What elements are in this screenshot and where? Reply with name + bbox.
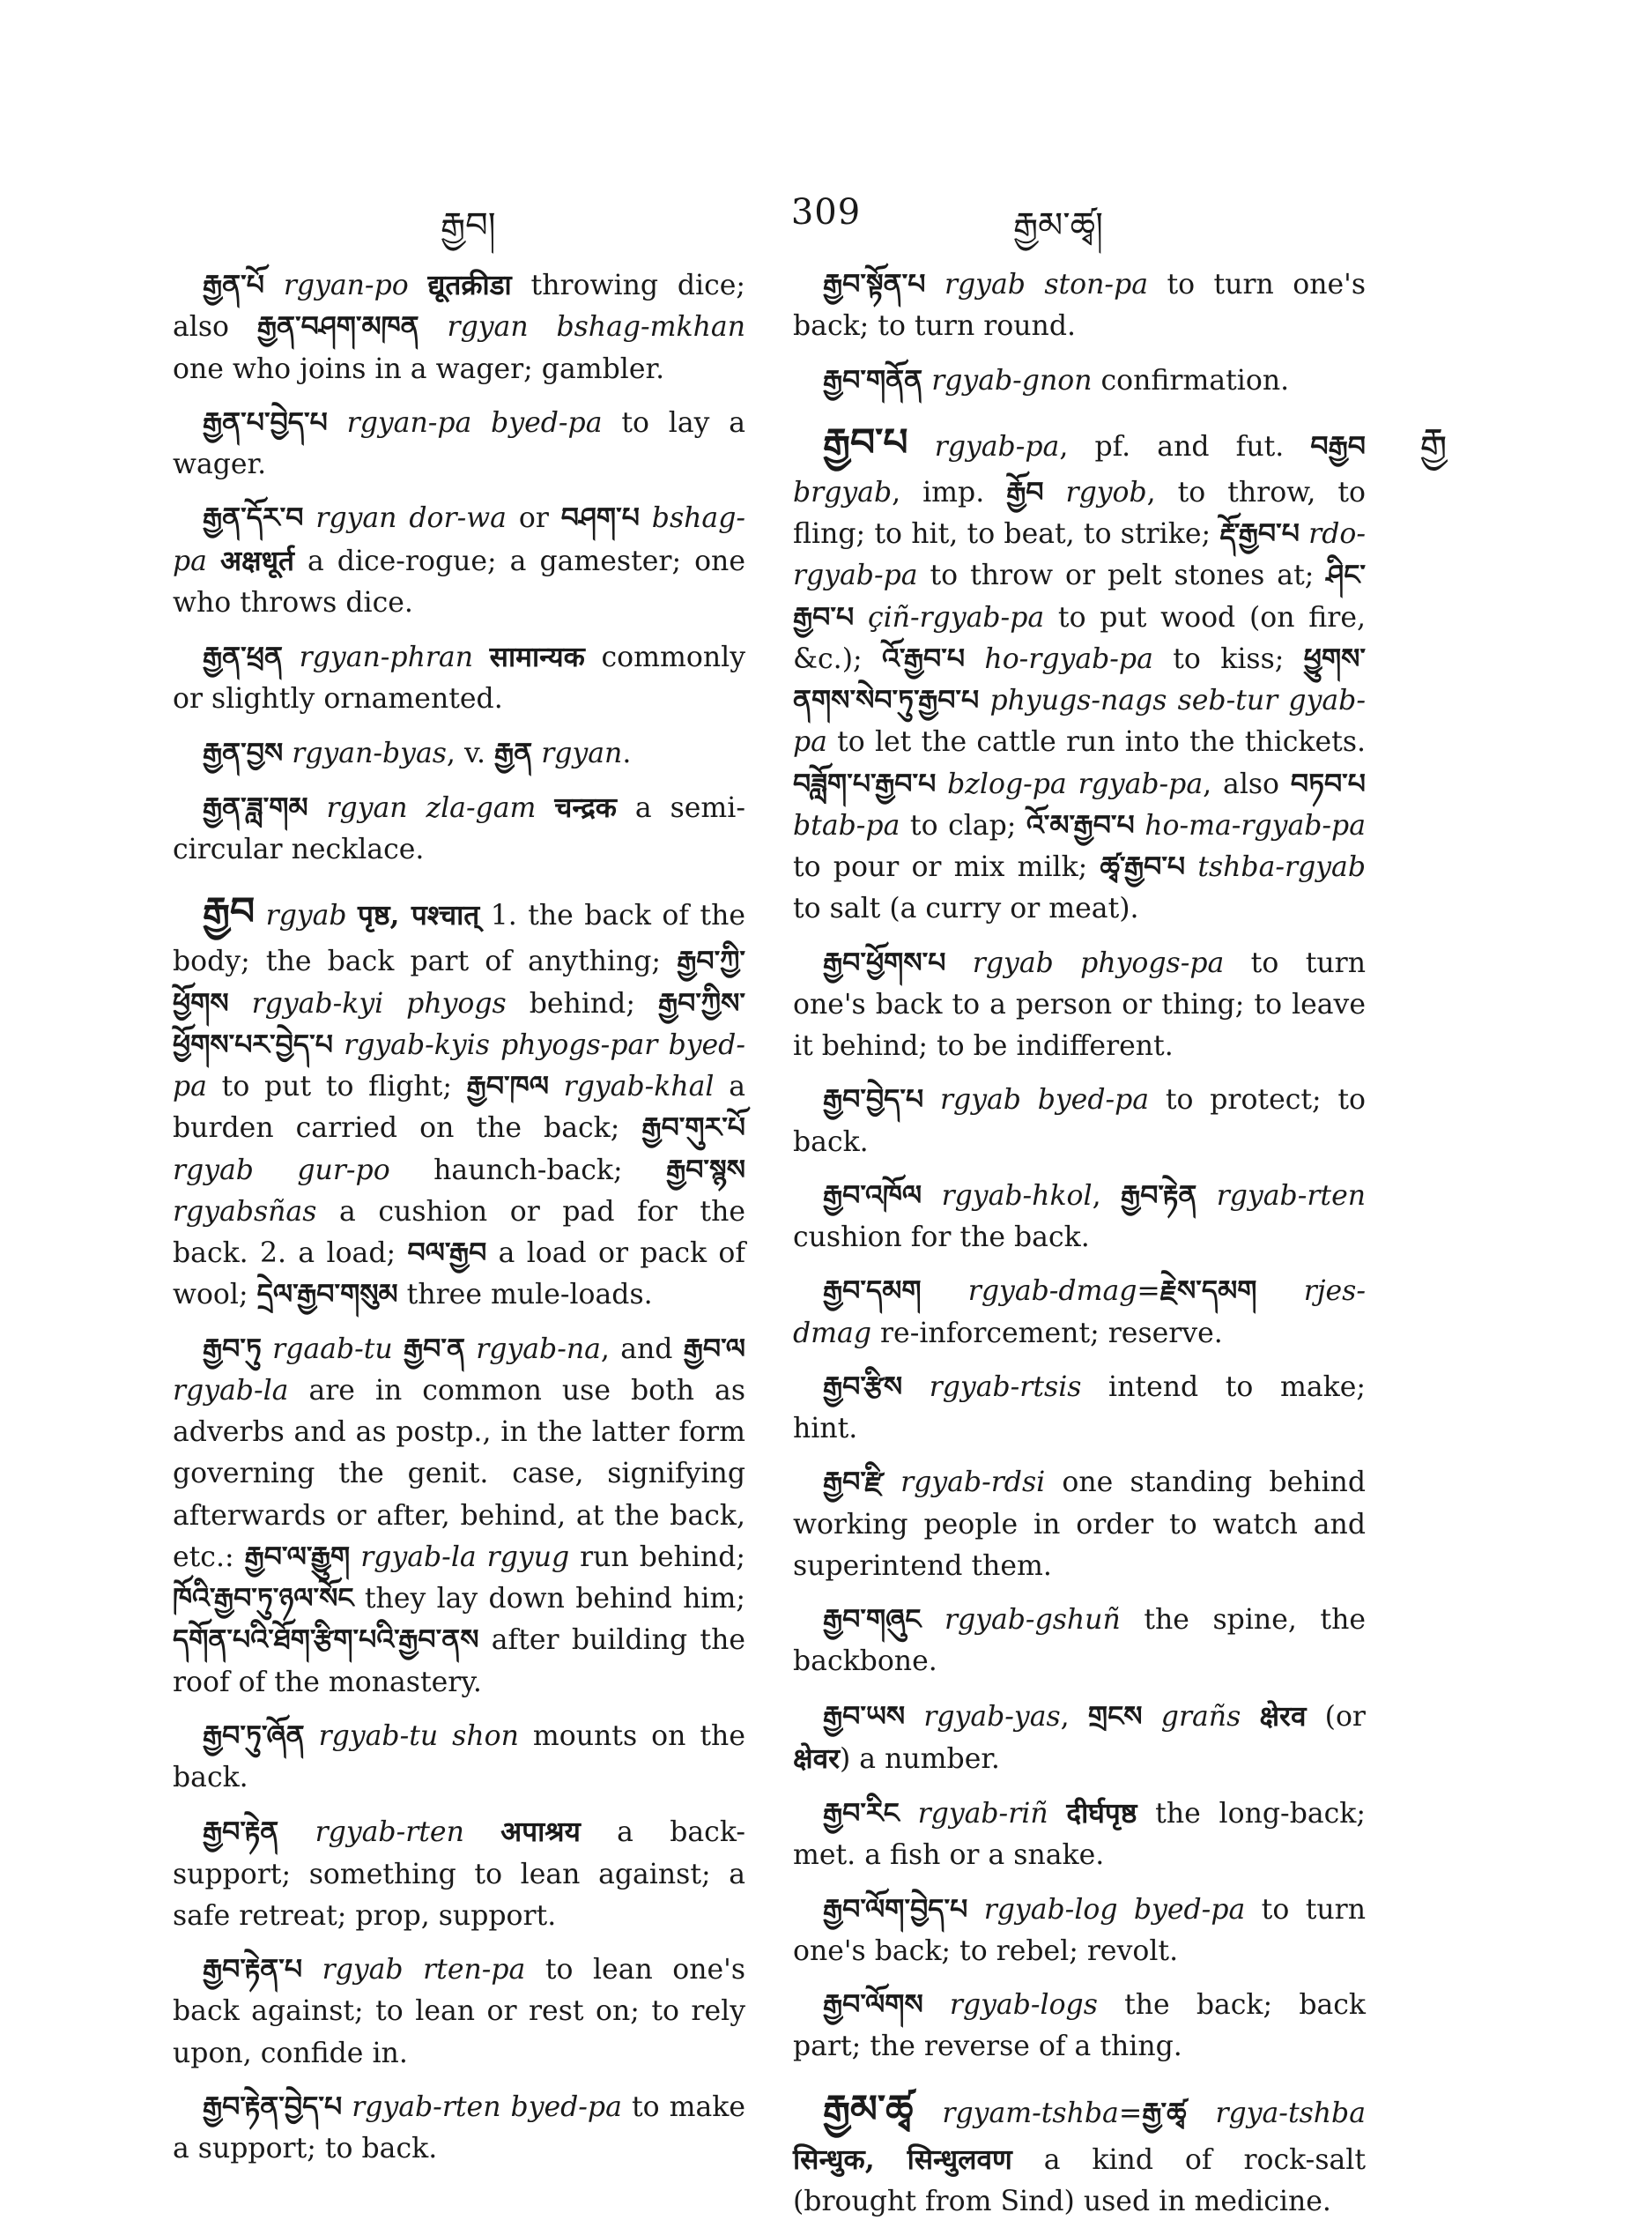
definition-text: behind; (506, 987, 658, 1020)
definition-text: to turn one's back; to turn round. (793, 269, 1367, 343)
tibetan-term: རྒྱབ་ལ (683, 1333, 745, 1365)
transliteration: rgyan-pa byed-pa (327, 406, 603, 439)
transliteration: rgyab phyogs-pa (945, 947, 1225, 979)
definition-text: are in common use both as adverbs and as postp., in the latter form governing the genit. case, signifying afterwards or after, behind, at the back, etc.: (173, 1374, 745, 1573)
definition-text: , v. (446, 737, 495, 769)
transliteration: rgyab-khal (548, 1071, 715, 1103)
definition-text: or (506, 502, 561, 535)
definition-text: , (1060, 1700, 1088, 1733)
tibetan-term: རྒྱབ་སྙས (666, 1154, 745, 1186)
tibetan-term: འོ་རྒྱབ་པ (881, 642, 966, 675)
dictionary-entry (173, 1949, 745, 2075)
transliteration: phyugs-nags seb-tur gyab-pa (793, 685, 1366, 759)
transliteration: rgyab-hkol (922, 1179, 1093, 1212)
tibetan-term: རྒྱན་བཤག་མཁན (256, 311, 419, 344)
tibetan-term: རྒྱབ་འཁོལ (823, 1179, 922, 1212)
transliteration: bzlog-pa rgyab-pa (936, 768, 1204, 800)
tibetan-term: དྲེལ་རྒྱབ་གསུམ (256, 1279, 398, 1311)
dictionary-entry (793, 943, 1366, 1068)
definition-text: to kiss; (1152, 642, 1304, 675)
dictionary-entry (793, 414, 1366, 931)
definition-text: the spine, the backbone. (793, 1604, 1367, 1678)
transliteration: rgyab-gnon (922, 364, 1093, 397)
definition-text: , and (600, 1333, 684, 1365)
definition-text: a burden carried on the back; (173, 1071, 745, 1145)
tibetan-term: རྒྱབ་ལོག་བྱེད་པ (823, 1893, 968, 1926)
left-column (173, 264, 745, 2182)
dictionary-entry (793, 1890, 1366, 1973)
definition-text: re-inforcement; reserve. (870, 1317, 1223, 1349)
running-head-left: རྒྱབ། (441, 205, 496, 246)
dictionary-entry (793, 1271, 1366, 1355)
dictionary-entry (793, 1176, 1366, 1259)
tibetan-term: རྒྱབ་གུར་པོ (641, 1112, 745, 1145)
transliteration: çiñ-rgyab-pa (854, 601, 1045, 634)
definition-text: to protect; to back. (793, 1084, 1367, 1158)
tibetan-term: རྒྱབ་ཏུ་ཞོན (203, 1719, 305, 1752)
definition-text: to put to flight; (206, 1071, 467, 1103)
sanskrit-term: क्षेवर (793, 1741, 840, 1775)
transliteration: rgyab rten-pa (302, 1954, 526, 1986)
sanskrit-term: अपाश्रय (500, 1815, 581, 1849)
definition-text: commonly or slightly ornamented. (173, 642, 745, 716)
headword: རྒྱབ་པ (823, 420, 908, 465)
definition-text: the back; back part; the reverse of a thing. (793, 1989, 1366, 2063)
tibetan-term: རྒྱན་ཕྲན (203, 642, 284, 673)
dictionary-entry (793, 1462, 1366, 1587)
transliteration: rgyab-riñ (899, 1798, 1067, 1830)
definition-text: they lay down behind him; (353, 1583, 745, 1615)
transliteration: rgyan-byas (283, 737, 447, 769)
page-number: 309 (790, 192, 862, 233)
transliteration: rgyab-logs (922, 1989, 1098, 2021)
tibetan-term: རྒྱབ་ཀྱིས་ཕྱོགས་པར་བྱེད་པ (173, 987, 745, 1061)
transliteration: rgyab-la rgyug (350, 1541, 570, 1573)
dictionary-entry (793, 360, 1366, 402)
tibetan-term: རྒྱན་པོ (203, 270, 264, 301)
definition-text: to clap; (900, 809, 1026, 842)
definition-text: to lay a wager. (173, 406, 745, 480)
definition-text: cushion for the back. (793, 1221, 1090, 1253)
transliteration: grañs (1142, 1700, 1260, 1733)
definition-text: intend to make; hint. (793, 1370, 1366, 1444)
tibetan-term: རྒྱབ་རྟེན་པ (203, 1954, 303, 1986)
definition-text: one who joins in a wager; gambler. (173, 353, 665, 385)
tibetan-term: རྒྱབ་རྟེན (1121, 1179, 1197, 1212)
definition-text: to put wood (on fire, &c.); (793, 601, 1366, 675)
definition-text: (or (1306, 1700, 1366, 1733)
transliteration: rgyab gur-po (173, 1154, 390, 1186)
definition-text: to make a support; to back. (173, 2090, 745, 2164)
tibetan-term: རྒྱབ་རྟེན (203, 1816, 279, 1849)
transliteration: ho-ma-rgyab-pa (1134, 809, 1366, 842)
dictionary-entry (793, 2081, 1366, 2224)
tibetan-term: རྒྱན་པ་བྱེད་པ (203, 406, 328, 439)
tibetan-term: རྒྱབ་རྩིས (823, 1370, 903, 1403)
definition-text: . (622, 737, 632, 769)
tibetan-term: རྒྱན་བྱས (203, 737, 284, 769)
transliteration: rgyab-log byed-pa (967, 1893, 1246, 1926)
dictionary-entry (793, 1600, 1366, 1683)
transliteration: rgyam-tshba (913, 2097, 1119, 2129)
tibetan-term: རྒྱབ་རྫི (823, 1466, 884, 1499)
tibetan-term: རྒྱབ་ཡས (823, 1700, 906, 1733)
transliteration: bshag-pa (173, 502, 745, 577)
definition-text: ) a number. (839, 1742, 1000, 1775)
definition-text: a semi-circular necklace. (173, 791, 745, 865)
definition-text: , (1092, 1179, 1122, 1212)
definition-text: to turn one's back to a person or thing; to leave it behind; to be indifferent. (793, 947, 1366, 1062)
definition-text: , imp. (892, 476, 1007, 509)
transliteration: brgyab (793, 476, 893, 509)
sanskrit-term: दीर्घपृष्ठ (1066, 1797, 1137, 1830)
definition-text: confirmation. (1092, 364, 1290, 397)
tibetan-term: འོ་མ་རྒྱབ་པ (1026, 809, 1135, 842)
transliteration: rgyab-rten (278, 1816, 501, 1849)
tibetan-term: རྒྱབ་རྟེན་བྱེད་པ (203, 2090, 343, 2123)
sanskrit-term: सामान्यक (489, 641, 585, 673)
sanskrit-term: सिन्धुक, सिन्धुलवण (793, 2142, 1012, 2176)
tibetan-term: རྒྱབ་སྟོན་པ (823, 269, 926, 301)
transliteration: rgyab-rtsis (902, 1370, 1082, 1403)
sanskrit-term: चन्द्रक (554, 791, 617, 824)
dictionary-entry (793, 264, 1366, 348)
transliteration: rgyab-yas (905, 1700, 1061, 1733)
definition-text: , pf. and fut. (1059, 430, 1311, 463)
definition-text: to pour or mix milk; (793, 851, 1100, 883)
tibetan-term: རྡོ་རྒྱབ་པ (1219, 518, 1300, 550)
definition-text: to throw or pelt stones at; (917, 560, 1327, 592)
tibetan-term: ཚྭ་རྒྱབ་པ (1100, 851, 1186, 883)
dictionary-entry (793, 1080, 1366, 1163)
tibetan-term: རྒྱབ་རིང (823, 1798, 900, 1830)
transliteration: rgyan-po (264, 270, 428, 301)
right-column (793, 264, 1366, 2235)
transliteration: rgyab ston-pa (925, 269, 1149, 301)
tibetan-term: རྒྱབ་གནོན (823, 364, 923, 397)
dictionary-entry (173, 733, 745, 775)
dictionary-entry (173, 1811, 745, 1937)
tibetan-term: རྗེས་དམག (1159, 1275, 1257, 1308)
tibetan-term: ཤིང་རྒྱབ་པ (793, 560, 1366, 634)
tibetan-term: རྒྱན་དོར་བ (203, 502, 304, 535)
transliteration: rgyab (255, 900, 359, 932)
transliteration: rgyab-na (464, 1333, 601, 1365)
sanskrit-term: पृष्ठ, पश्चात् (358, 899, 480, 932)
tibetan-term: བཟློག་པ་རྒྱབ་པ (793, 768, 937, 800)
transliteration: rgyab-pa (907, 430, 1060, 463)
transliteration: rgyan dor-wa (303, 502, 507, 535)
transliteration: rgyab-tu shon (304, 1719, 519, 1752)
tibetan-term: རྒྱབ་ཁལ (466, 1071, 549, 1103)
definition-text: run behind; (569, 1541, 745, 1573)
transliteration: tshba-rgyab (1185, 851, 1366, 883)
dictionary-entry (173, 883, 745, 1316)
dictionary-entry (173, 2087, 745, 2171)
transliteration: rgyan (532, 737, 623, 769)
definition-text: to salt (a curry or meat). (793, 893, 1139, 925)
tibetan-term: བལ་རྒྱབ (407, 1237, 487, 1269)
tibetan-term: རྒྱབ་ཀྱི་ཕྱོགས (173, 946, 745, 1020)
transliteration: rjes-dmag (793, 1275, 1366, 1349)
dictionary-entry (793, 1367, 1366, 1451)
transliteration: rgyabsñas (173, 1195, 317, 1228)
tibetan-term: རྒྱབ་ལོགས (823, 1989, 923, 2021)
definition-text: = (1137, 1275, 1160, 1308)
tibetan-term: རྒྱོབ (1006, 476, 1044, 509)
tibetan-term: རྒྱབ་དམག (823, 1275, 922, 1308)
sanskrit-term: द्यूतक्रीडा (427, 269, 512, 301)
transliteration: rgyab-rten (1196, 1179, 1366, 1212)
dictionary-entry (173, 403, 745, 486)
definition-text: a dice-rogue; a gamester; one who throws dice. (173, 545, 745, 619)
definition-text: a back-support; something to lean against; a safe retreat; prop, support. (173, 1816, 745, 1932)
tibetan-term: བཏབ་པ (1290, 768, 1366, 800)
definition-text: to let the cattle run into the thickets. (826, 726, 1366, 759)
tibetan-term: རྒྱན་ཟླ་གམ (203, 791, 308, 824)
tibetan-term: ཕྱུགས་ནགས་སེབ་ཏུ་རྒྱབ་པ (793, 642, 1366, 717)
dictionary-entry (173, 787, 745, 872)
definition-text: , to throw, to fling; to hit, to beat, to strike; (793, 476, 1366, 550)
transliteration: btab-pa (793, 809, 900, 842)
transliteration: rgyab-rdsi (883, 1466, 1046, 1499)
tibetan-term: རྒྱབ་ཏུ (203, 1333, 262, 1365)
dictionary-entry (793, 1696, 1366, 1781)
thumb-index-tab: རྒྱ (1419, 420, 1446, 465)
transliteration: ho-rgyab-pa (965, 642, 1153, 675)
tibetan-term: གྲངས (1087, 1700, 1143, 1733)
definition-text: to lean one's back against; to lean or rest on; to rely upon, confide in. (173, 1954, 745, 2069)
sanskrit-term: क्षेरव (1259, 1699, 1307, 1733)
tibetan-term: རྒྱབ་ལ་རྒྱུག (244, 1541, 351, 1573)
transliteration: rgyab-rten byed-pa (342, 2090, 622, 2123)
tibetan-term: རྒྱབ་ཕྱོགས་པ (823, 947, 946, 979)
tibetan-term: ཁོའི་རྒྱབ་ཏུ་ཉལ་སོང (173, 1583, 354, 1615)
running-head-right: རྒྱམ་ཚྭ། (1013, 205, 1103, 246)
dictionary-entry (793, 1985, 1366, 2068)
tibetan-term: རྒྱབ་ན (403, 1333, 465, 1365)
definition-text: 1. the back of the body; the back part of anything; (173, 900, 746, 978)
transliteration: rgyab-dmag (921, 1275, 1137, 1308)
definition-text: mounts on the back. (173, 1719, 745, 1793)
definition-text: one standing behind working people in order to watch and superintend them. (793, 1466, 1366, 1582)
definition-text: three mule-loads. (397, 1279, 653, 1311)
transliteration: rgyab-la (173, 1374, 289, 1407)
definition-text: a kind of rock-salt (brought from Sind) used in medicine. (793, 2143, 1366, 2217)
transliteration: rgya-tshba (1186, 2097, 1366, 2129)
dictionary-entry (173, 1329, 745, 1704)
tibetan-term: བཤག་པ (560, 502, 640, 535)
definition-text: , also (1203, 768, 1291, 800)
transliteration: rgaab-tu (261, 1333, 404, 1365)
tibetan-term: དགོན་པའི་ཐོག་རྩིག་པའི་རྒྱབ་ནས (173, 1624, 479, 1657)
definition-text: the long-back; met. a fish or a snake. (793, 1798, 1366, 1872)
tibetan-term: རྒྱ་ཚྭ (1142, 2097, 1187, 2129)
definition-text: after building the roof of the monastery. (173, 1624, 745, 1698)
definition-text: haunch-back; (389, 1154, 667, 1186)
sanskrit-term: अक्षधूर्त (219, 544, 294, 577)
definition-text: a load or pack of wool; (173, 1237, 746, 1311)
headword: རྒྱམ་ཚྭ (823, 2086, 914, 2132)
transliteration: rgyan zla-gam (307, 791, 555, 824)
dictionary-entry (173, 498, 745, 624)
transliteration: rgyan bshag-mkhan (419, 311, 745, 344)
dictionary-entry (173, 636, 745, 721)
definition-text: = (1118, 2097, 1143, 2129)
transliteration: rgyab-kyi phyogs (228, 987, 507, 1020)
tibetan-term: རྒྱབ་གཞུང (823, 1604, 922, 1636)
definition-text: throwing dice; also (173, 270, 745, 344)
headword: རྒྱབ (203, 889, 256, 935)
transliteration: rdo-rgyab-pa (793, 518, 1366, 592)
dictionary-entry (173, 264, 745, 390)
transliteration: rgyan-phran (283, 642, 490, 673)
tibetan-term: རྒྱབ་བྱེད་པ (823, 1084, 924, 1117)
tibetan-term: རྒྱན (494, 737, 533, 769)
transliteration: rgyob (1043, 476, 1147, 509)
dictionary-entry (173, 1716, 745, 1800)
dictionary-entry (793, 1793, 1366, 1877)
definition-text: a cushion or pad for the back. 2. a load; (173, 1195, 745, 1269)
transliteration: rgyab-kyis phyogs-par byed-pa (173, 1028, 745, 1103)
transliteration: rgyab byed-pa (923, 1084, 1150, 1117)
definition-text: to turn one's back; to rebel; revolt. (793, 1893, 1366, 1967)
transliteration: rgyab-gshuñ (921, 1604, 1121, 1636)
tibetan-term: བརྒྱབ (1310, 430, 1366, 463)
